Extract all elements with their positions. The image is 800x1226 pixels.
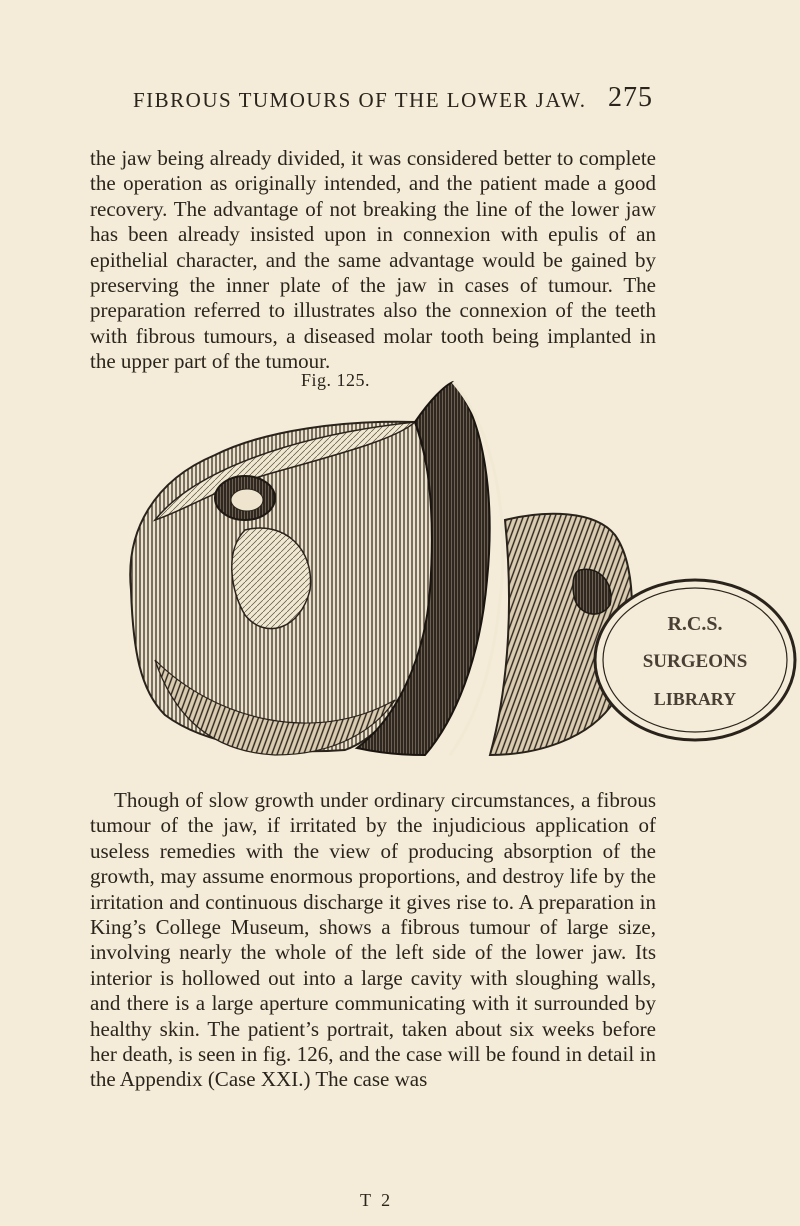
- library-stamp-icon: [595, 580, 795, 740]
- paragraph-1: the jaw being already divided, it was considered better to complete the operation as originally intended, and the patient made a good recovery. The advantage of not breaking the line of the lower jaw has been already insisted upon in connexion with epulis of an epithelial character, and the same advantage would be gained by preserving the inner plate of the jaw in cases of tumour. The preparation referred to illustrates also the connexion of the teeth with fibrous tumours, a diseased molar tooth being implanted in the upper part of the tumour.: [90, 146, 656, 374]
- running-title: FIBROUS TUMOURS OF THE LOWER JAW.: [133, 88, 587, 112]
- stamp-line-3: LIBRARY: [653, 689, 737, 709]
- stamp-line-1: R.C.S.: [667, 613, 723, 635]
- figure-125: [95, 360, 800, 765]
- paragraph-2: Though of slow growth under ordinary circumstances, a fibrous tumour of the jaw, if irritated by the injudicious application of useless remedies with the view of producing absorption of the growth, may assume enormous proportions, and destroy life by the irritation and continuous discharge it gives rise to. A preparation in King’s College Museum, shows a fibrous tumour of large size, involving nearly the whole of the left side of the lower jaw. Its interior is hollowed out into a large cavity with sloughing walls, and there is a large aperture communicating with it surrounded by healthy skin. The patient’s portrait, taken about six weeks before her death, is seen in fig. 126, and the case will be found in detail in the Appendix (Case XXI.) The case was: [90, 788, 656, 1092]
- jaw-tumour-engraving-icon: [95, 360, 800, 765]
- page-number: 275: [608, 82, 653, 113]
- figure-label: Fig. 125.: [301, 370, 371, 390]
- running-header: [0, 84, 800, 124]
- signature-mark: T 2: [360, 1190, 394, 1210]
- stamp-line-2: SURGEONS: [642, 651, 748, 672]
